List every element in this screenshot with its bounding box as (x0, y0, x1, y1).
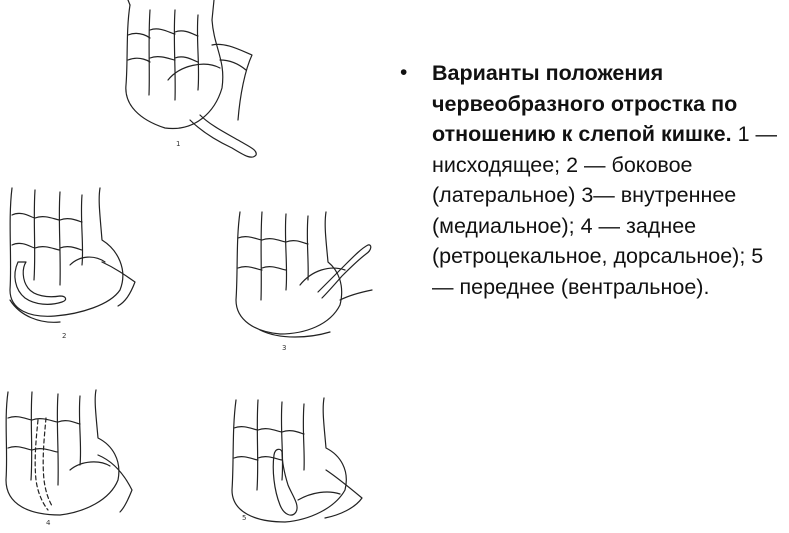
figure-number-5: 5 (242, 514, 247, 522)
caption-title: Варианты положения червеобразного отростка по отношению к слепой кишке. (432, 61, 738, 146)
caption-description: 1 — нисходящее; 2 — боковое (латеральное) 3— внутреннее (медиальное); 4 — заднее (ретроцекальное, дорсальное); 5 — переднее (вентральное). (432, 122, 777, 299)
figure-1-descending (126, 0, 256, 157)
figure-number-3: 3 (282, 344, 287, 352)
figure-3-medial (236, 212, 372, 337)
figure-2-lateral (10, 188, 135, 322)
illustration-panel (0, 0, 380, 533)
figure-number-4: 4 (46, 519, 51, 527)
caption-text-block (400, 58, 780, 302)
figure-number-2: 2 (62, 332, 67, 340)
figure-number-1: 1 (176, 140, 181, 148)
bullet-marker: • (400, 61, 408, 84)
figure-4-retrocecal (6, 390, 132, 515)
appendix-position-drawings (0, 0, 380, 533)
caption-paragraph (432, 58, 780, 302)
figure-5-ventral (232, 398, 362, 522)
